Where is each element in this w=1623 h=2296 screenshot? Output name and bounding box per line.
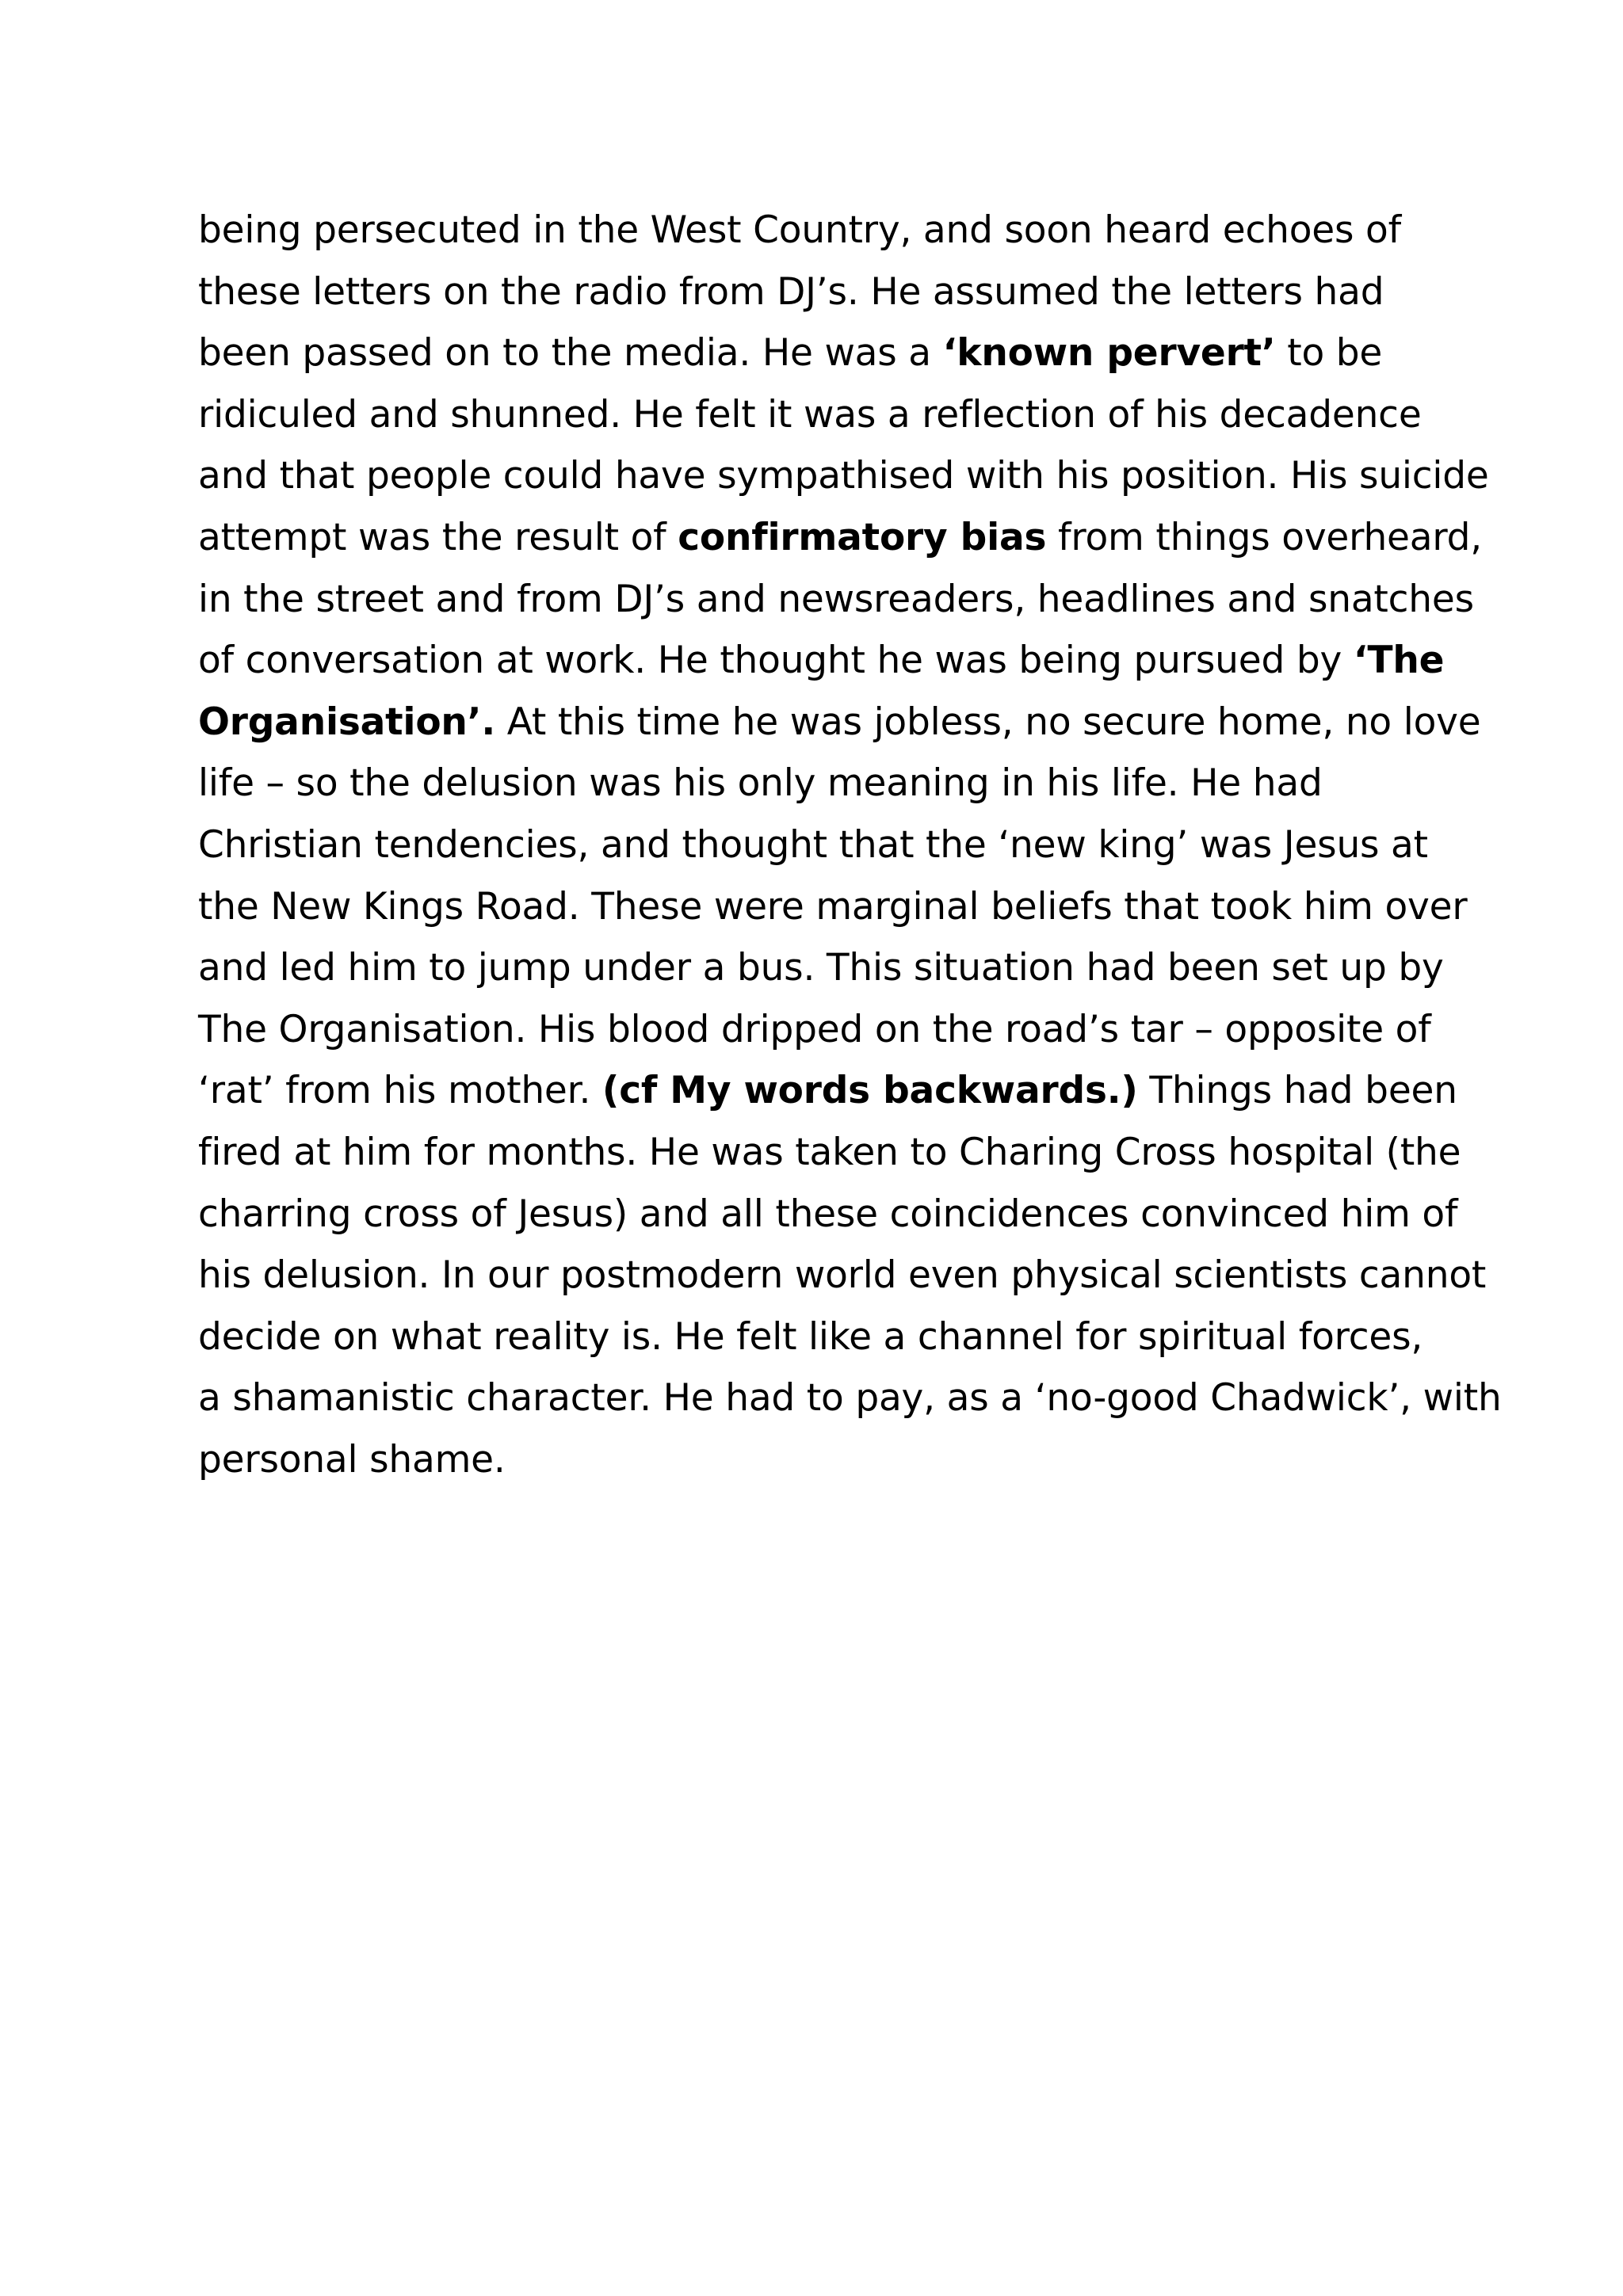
- text-line: [198, 753, 1466, 814]
- text-line: [198, 876, 1466, 938]
- text-line: [198, 569, 1474, 631]
- emphasized-phrase: confirmatory bias: [678, 515, 1047, 559]
- text-run: being persecuted in the West Country, and soon heard echoes of: [198, 208, 1401, 252]
- text-run: these letters on the radio from DJ’s. He assumed the letters had: [198, 269, 1384, 314]
- text-line: [198, 937, 1466, 999]
- text-run: Christian tendencies, and thought that the ‘new king’ was Jesus at: [198, 822, 1428, 867]
- text-line: [198, 1060, 1466, 1122]
- text-run: of conversation at work. He thought he was being pursued by: [198, 639, 1354, 683]
- text-run: attempt was the result of: [198, 515, 678, 559]
- text-line: [198, 814, 1466, 876]
- emphasized-phrase: ‘The: [1353, 639, 1445, 683]
- text-line: [198, 1245, 1487, 1306]
- text-line: [198, 1429, 1466, 1491]
- text-run: the New Kings Road. These were marginal beliefs that took him over: [198, 884, 1468, 929]
- text-line: [198, 384, 1466, 446]
- text-run: charring cross of Jesus) and all these coincidences convinced him of: [198, 1192, 1458, 1236]
- text-run: been passed on to the media. He was a: [198, 331, 943, 376]
- text-line: [198, 630, 1466, 692]
- text-run: The Organisation. His blood dripped on the road’s tar – opposite of: [198, 1007, 1431, 1051]
- text-run: a shamanistic character. He had to pay, as a ‘no-good Chadwick’, with: [198, 1376, 1502, 1421]
- emphasized-phrase: ‘known pervert’: [942, 331, 1276, 376]
- text-line: [198, 1122, 1466, 1184]
- emphasized-phrase: Organisation’.: [198, 700, 495, 744]
- text-line: [198, 445, 1489, 507]
- emphasized-phrase: (cf My words backwards.): [601, 1069, 1138, 1113]
- body-paragraph: [198, 200, 1502, 1490]
- text-run: decide on what reality is. He felt like a channel for spiritual forces,: [198, 1314, 1423, 1359]
- text-run: life – so the delusion was his only meaning in his life. He had: [198, 761, 1323, 806]
- text-line: [198, 1367, 1502, 1429]
- text-run: fired at him for months. He was taken to Charing Cross hospital (the: [198, 1130, 1461, 1174]
- text-line: [198, 1306, 1466, 1368]
- text-run: his delusion. In our postmodern world even physical scientists cannot: [198, 1253, 1487, 1298]
- text-run: and led him to jump under a bus. This situation had been set up by: [198, 946, 1444, 990]
- text-run: ridiculed and shunned. He felt it was a reflection of his decadence: [198, 392, 1422, 437]
- text-run: personal shame.: [198, 1437, 506, 1482]
- text-line: [198, 200, 1466, 261]
- text-line: [198, 322, 1466, 384]
- text-run: Things had been: [1137, 1069, 1457, 1113]
- text-line: [198, 692, 1481, 753]
- text-run: At this time he was jobless, no secure home, no love: [495, 700, 1481, 744]
- text-line: [198, 999, 1466, 1061]
- text-run: to be: [1275, 331, 1383, 376]
- text-line: [198, 261, 1466, 323]
- text-line: [198, 507, 1483, 569]
- text-run: and that people could have sympathised with his position. His suicide: [198, 454, 1489, 498]
- text-line: [198, 1184, 1466, 1245]
- text-run: from things overheard,: [1046, 515, 1483, 559]
- text-run: ‘rat’ from his mother.: [198, 1069, 602, 1113]
- text-run: in the street and from DJ’s and newsreaders, headlines and snatches: [198, 577, 1474, 621]
